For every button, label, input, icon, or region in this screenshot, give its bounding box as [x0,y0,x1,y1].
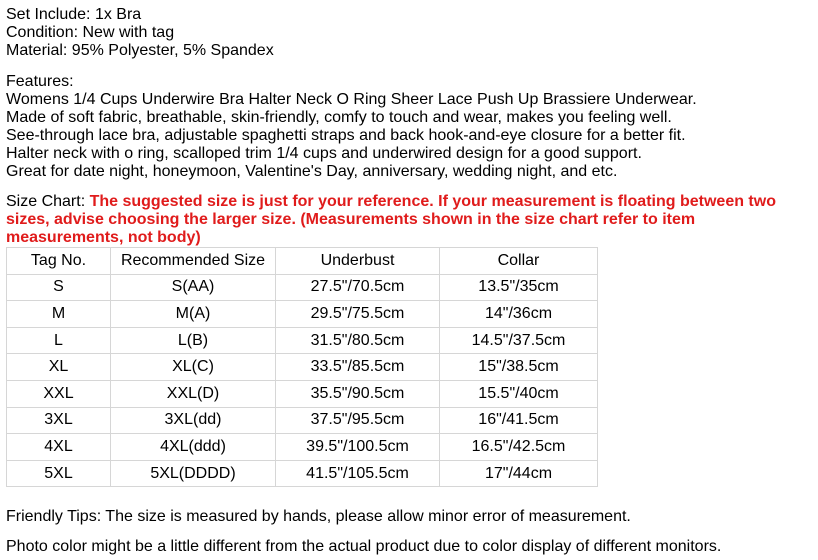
photo-color-note [6,538,814,556]
cell-collar: 15.5"/40cm [440,380,598,407]
cell-tag: XXL [7,380,111,407]
table-row [7,407,598,434]
cell-collar: 14.5"/37.5cm [440,327,598,354]
table-header-row [7,248,598,275]
cell-tag: L [7,327,111,354]
size-chart-intro [6,193,814,247]
cell-recommended: XL(C) [111,354,276,381]
cell-tag: M [7,301,111,328]
cell-underbust: 35.5"/90.5cm [276,380,440,407]
cell-recommended: 3XL(dd) [111,407,276,434]
cell-underbust: 31.5"/80.5cm [276,327,440,354]
table-row [7,327,598,354]
features-section [6,73,814,181]
cell-recommended: L(B) [111,327,276,354]
size-chart-note: The suggested size is just for your reference. If your measurement is floating between two sizes, advise choosing the larger size. (Measurements shown in the size chart refer to item measurements, not body) [6,193,776,246]
feature-line: Halter neck with o ring, scalloped trim 1/4 cups and underwired design for a good support. [6,145,642,162]
size-chart-table [6,247,598,487]
cell-collar: 16.5"/42.5cm [440,434,598,461]
table-row [7,460,598,487]
feature-line: Womens 1/4 Cups Underwire Bra Halter Neck O Ring Sheer Lace Push Up Brassiere Underwear. [6,91,697,108]
cell-tag: 3XL [7,407,111,434]
cell-recommended: XXL(D) [111,380,276,407]
column-header-underbust: Underbust [276,248,440,275]
condition-text: Condition: New with tag [6,24,175,41]
cell-recommended: 5XL(DDDD) [111,460,276,487]
cell-underbust: 39.5"/100.5cm [276,434,440,461]
cell-tag: 5XL [7,460,111,487]
feature-line: Great for date night, honeymoon, Valentine's Day, anniversary, wedding night, and etc. [6,163,618,180]
size-chart-body [7,248,598,487]
cell-recommended: S(AA) [111,274,276,301]
cell-underbust: 29.5"/75.5cm [276,301,440,328]
photo-color-text: Photo color might be a little different from the actual product due to color display of different monitors. [6,538,722,555]
size-chart-label: Size Chart: [6,193,90,210]
cell-collar: 13.5"/35cm [440,274,598,301]
table-row [7,434,598,461]
table-row [7,274,598,301]
friendly-tips [6,508,814,526]
table-row [7,301,598,328]
friendly-tips-text: Friendly Tips: The size is measured by hands, please allow minor error of measurement. [6,508,631,525]
cell-tag: 4XL [7,434,111,461]
cell-underbust: 27.5"/70.5cm [276,274,440,301]
table-row [7,380,598,407]
table-row [7,354,598,381]
cell-underbust: 37.5"/95.5cm [276,407,440,434]
cell-underbust: 33.5"/85.5cm [276,354,440,381]
cell-recommended: 4XL(ddd) [111,434,276,461]
features-title: Features: [6,73,74,90]
cell-tag: XL [7,354,111,381]
material-text: Material: 95% Polyester, 5% Spandex [6,42,274,59]
feature-line: Made of soft fabric, breathable, skin-friendly, comfy to touch and wear, makes you feeling well. [6,109,672,126]
cell-collar: 17"/44cm [440,460,598,487]
size-chart-paragraph [6,193,814,247]
product-info [6,6,814,60]
set-include-text: Set Include: 1x Bra [6,6,142,23]
column-header-collar: Collar [440,248,598,275]
column-header-recommended: Recommended Size [111,248,276,275]
feature-line: See-through lace bra, adjustable spaghetti straps and back hook-and-eye closure for a better fit. [6,127,686,144]
cell-recommended: M(A) [111,301,276,328]
column-header-tag: Tag No. [7,248,111,275]
cell-underbust: 41.5"/105.5cm [276,460,440,487]
cell-collar: 16"/41.5cm [440,407,598,434]
cell-tag: S [7,274,111,301]
cell-collar: 14"/36cm [440,301,598,328]
cell-collar: 15"/38.5cm [440,354,598,381]
